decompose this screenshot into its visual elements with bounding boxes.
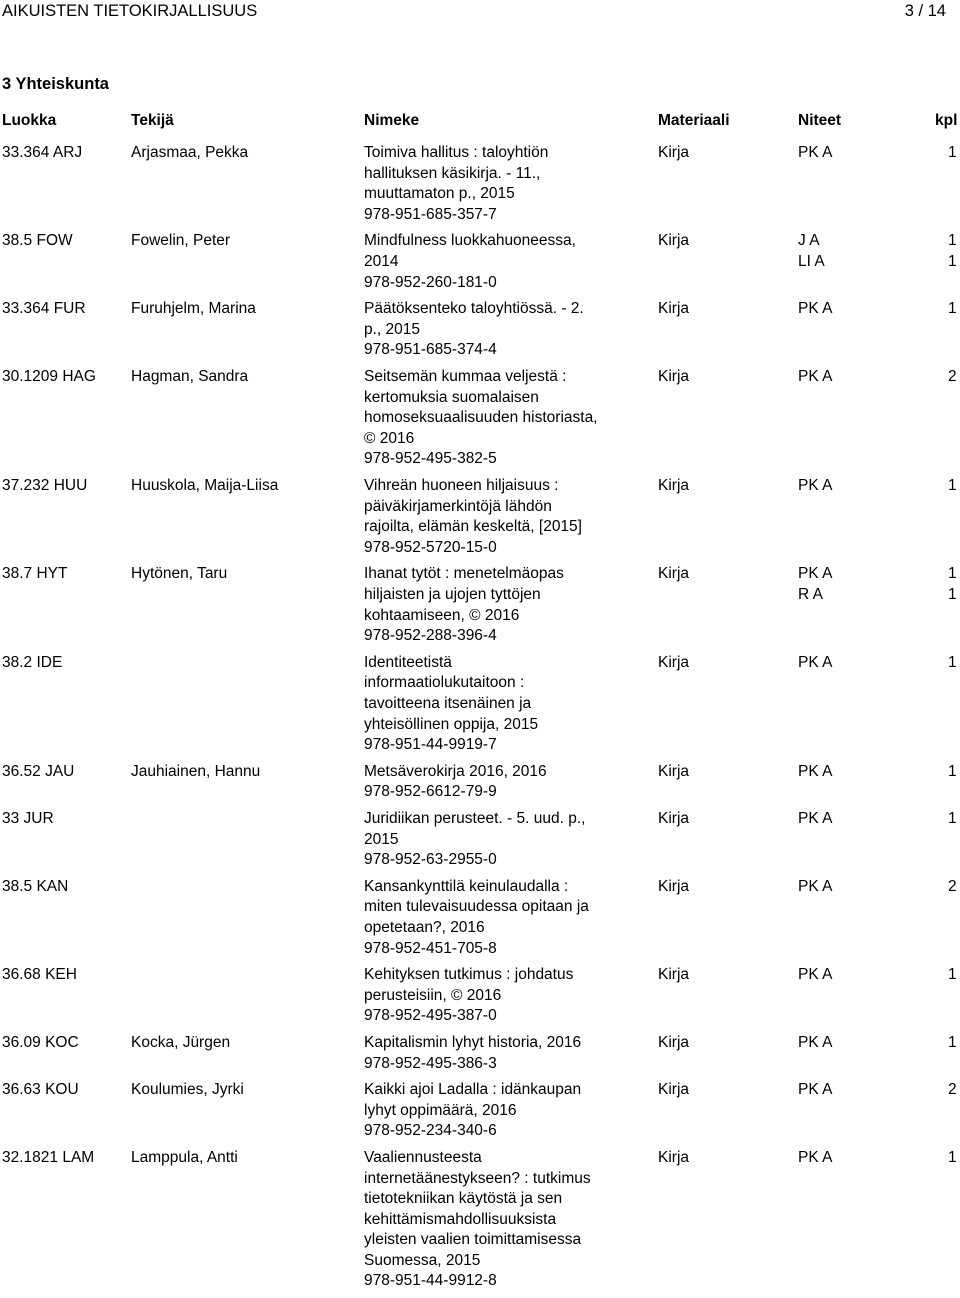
cell-nimeke-line: kertomuksia suomalaisen — [364, 388, 539, 406]
cell-kpl-line: 2 — [948, 1081, 957, 1099]
cell-niteet — [798, 965, 832, 986]
cell-nimeke-line: homoseksuaalisuuden historiasta, — [364, 409, 598, 427]
cell-nimeke-line: 978-952-260-181-0 — [364, 273, 497, 291]
cell-nimeke-line: 978-952-495-387-0 — [364, 1007, 497, 1025]
cell-luokka-line: 32.1821 LAM — [2, 1148, 95, 1166]
cell-nimeke-line: 978-951-44-9919-7 — [364, 736, 497, 754]
cell-nimeke-line: Mindfulness luokkahuoneessa, — [364, 232, 576, 250]
table-row — [0, 965, 960, 1033]
cell-tekija — [131, 367, 248, 388]
cell-materiaali — [658, 1033, 689, 1054]
cell-tekija — [131, 143, 248, 164]
cell-niteet-line: LI A — [798, 252, 825, 270]
cell-materiaali-line: Kirja — [658, 232, 690, 250]
cell-materiaali-line: Kirja — [658, 476, 690, 494]
cell-nimeke-line: Kehityksen tutkimus : johdatus — [364, 966, 574, 984]
cell-nimeke-line: 978-952-5720-15-0 — [364, 538, 497, 556]
cell-nimeke — [364, 367, 614, 470]
cell-luokka-line: 38.5 FOW — [2, 232, 73, 250]
table-row — [0, 231, 960, 299]
cell-kpl-line: 2 — [948, 877, 957, 895]
table-row — [0, 877, 960, 965]
table-row — [0, 1080, 960, 1148]
cell-nimeke-line: kohtaamiseen, © 2016 — [364, 606, 520, 624]
cell-kpl — [948, 476, 957, 497]
cell-nimeke — [364, 1080, 614, 1142]
cell-nimeke-line: 978-952-495-382-5 — [364, 450, 497, 468]
cell-kpl — [948, 143, 957, 164]
cell-nimeke — [364, 762, 614, 803]
column-header-luokka: Luokka — [2, 112, 57, 129]
cell-tekija — [131, 1033, 230, 1054]
cell-nimeke-line: lyhyt oppimäärä, 2016 — [364, 1101, 517, 1119]
cell-luokka-line: 33 JUR — [2, 809, 54, 827]
cell-luokka — [2, 143, 82, 164]
cell-nimeke-line: 978-951-685-357-7 — [364, 205, 497, 223]
cell-nimeke-line: Identiteetistä — [364, 653, 452, 671]
cell-luokka — [2, 965, 77, 986]
column-header-nimeke: Nimeke — [364, 112, 420, 129]
cell-luokka — [2, 1080, 79, 1101]
cell-niteet-line: PK A — [798, 1033, 833, 1051]
cell-materiaali-line: Kirja — [658, 1033, 690, 1051]
column-header-materiaali: Materiaali — [658, 112, 730, 129]
table-row — [0, 1033, 960, 1080]
cell-tekija-line: Hagman, Sandra — [131, 367, 249, 385]
cell-nimeke-line: Päätöksenteko taloyhtiössä. - 2. — [364, 300, 584, 318]
cell-kpl — [948, 653, 957, 674]
cell-nimeke-line: Ihanat tytöt : menetelmäopas — [364, 565, 564, 583]
cell-kpl — [948, 299, 957, 320]
table-row — [0, 564, 960, 652]
cell-kpl-line: 1 — [948, 252, 957, 270]
cell-niteet — [798, 762, 832, 783]
cell-materiaali — [658, 762, 689, 783]
cell-niteet — [798, 1148, 832, 1169]
cell-niteet-line: PK A — [798, 367, 833, 385]
table-row — [0, 1148, 960, 1298]
cell-nimeke-line: Kaikki ajoi Ladalla : idänkaupan — [364, 1081, 582, 1099]
table-row — [0, 367, 960, 476]
table-row — [0, 762, 960, 809]
cell-niteet-line: PK A — [798, 653, 833, 671]
cell-tekija — [131, 476, 278, 497]
cell-niteet — [798, 1033, 832, 1054]
cell-niteet — [798, 809, 832, 830]
cell-niteet-line: PK A — [798, 809, 833, 827]
cell-nimeke-line: p., 2015 — [364, 320, 421, 338]
cell-kpl — [948, 1080, 957, 1101]
book-list — [0, 143, 960, 1298]
cell-niteet-line: PK A — [798, 300, 833, 318]
cell-tekija-line: Hytönen, Taru — [131, 565, 228, 583]
cell-tekija-line: Kocka, Jürgen — [131, 1033, 231, 1051]
cell-niteet — [798, 367, 832, 388]
column-header-tekija: Tekijä — [131, 112, 174, 129]
cell-materiaali-line: Kirja — [658, 809, 690, 827]
cell-nimeke — [364, 564, 614, 646]
cell-nimeke — [364, 299, 614, 361]
cell-luokka-line: 36.63 KOU — [2, 1081, 79, 1099]
cell-luokka-line: 37.232 HUU — [2, 476, 88, 494]
cell-nimeke-line: yhteisöllinen oppija, 2015 — [364, 715, 539, 733]
cell-niteet — [798, 564, 832, 605]
cell-kpl — [948, 367, 957, 388]
cell-luokka-line: 38.5 KAN — [2, 877, 69, 895]
cell-nimeke-line: 2014 — [364, 252, 399, 270]
cell-materiaali — [658, 476, 689, 497]
cell-niteet — [798, 143, 832, 164]
cell-kpl-line: 1 — [948, 809, 957, 827]
cell-materiaali — [658, 1148, 689, 1169]
cell-nimeke-line: Kapitalismin lyhyt historia, 2016 — [364, 1033, 582, 1051]
cell-kpl-line: 1 — [948, 565, 957, 583]
cell-nimeke-line: 978-952-451-705-8 — [364, 939, 497, 957]
cell-kpl-line: 1 — [948, 762, 957, 780]
section-heading: 3 Yhteiskunta — [2, 75, 109, 93]
table-row — [0, 476, 960, 564]
cell-materiaali — [658, 299, 689, 320]
cell-nimeke-line: Seitsemän kummaa veljestä : — [364, 367, 567, 385]
cell-nimeke-line: yleisten vaalien toimittamisessa — [364, 1231, 582, 1249]
cell-niteet-line: PK A — [798, 966, 833, 984]
cell-kpl-line: 2 — [948, 367, 957, 385]
cell-niteet — [798, 1080, 832, 1101]
column-header-niteet: Niteet — [798, 112, 842, 129]
cell-kpl-line: 1 — [948, 1148, 957, 1166]
cell-materiaali — [658, 564, 689, 585]
cell-luokka-line: 33.364 ARJ — [2, 144, 83, 161]
cell-tekija-line: Lamppula, Antti — [131, 1148, 238, 1166]
cell-luokka — [2, 653, 62, 674]
cell-materiaali-line: Kirja — [658, 367, 690, 385]
cell-kpl-line: 1 — [948, 653, 957, 671]
cell-niteet — [798, 653, 832, 674]
cell-materiaali — [658, 143, 689, 164]
table-row — [0, 809, 960, 877]
cell-nimeke-line: opetetaan?, 2016 — [364, 918, 485, 936]
cell-kpl — [948, 965, 957, 986]
cell-kpl-line: 1 — [948, 966, 957, 984]
column-headers — [0, 112, 960, 132]
cell-kpl — [948, 1033, 957, 1054]
cell-nimeke-line: hallituksen käsikirja. - 11., — [364, 164, 541, 182]
cell-kpl-line: 1 — [948, 1033, 957, 1051]
cell-nimeke-line: Kansankynttilä keinulaudalla : — [364, 877, 569, 895]
cell-luokka — [2, 299, 86, 320]
cell-niteet — [798, 231, 825, 272]
cell-nimeke-line: perusteisiin, © 2016 — [364, 986, 502, 1004]
cell-nimeke-line: Juridiikan perusteet. - 5. uud. p., — [364, 809, 586, 827]
cell-niteet-line: R A — [798, 585, 823, 603]
cell-niteet — [798, 877, 832, 898]
cell-kpl — [948, 231, 957, 272]
cell-niteet-line: PK A — [798, 1148, 833, 1166]
cell-tekija-line: Furuhjelm, Marina — [131, 300, 256, 318]
cell-materiaali — [658, 809, 689, 830]
cell-materiaali-line: Kirja — [658, 653, 690, 671]
cell-niteet-line: PK A — [798, 877, 833, 895]
cell-nimeke-line: miten tulevaisuudessa opitaan ja — [364, 898, 589, 916]
cell-nimeke-line: © 2016 — [364, 429, 415, 447]
cell-tekija-line: Huuskola, Maija-Liisa — [131, 476, 279, 494]
cell-nimeke — [364, 476, 614, 558]
cell-nimeke-line: muuttamaton p., 2015 — [364, 185, 515, 203]
cell-nimeke-line: Vaaliennusteesta — [364, 1148, 482, 1166]
cell-kpl — [948, 564, 957, 605]
cell-kpl-line: 1 — [948, 232, 957, 250]
cell-tekija — [131, 1080, 244, 1101]
cell-nimeke-line: tietotekniikan käytöstä ja sen — [364, 1190, 563, 1208]
cell-niteet-line: PK A — [798, 1081, 833, 1099]
cell-tekija-line: Fowelin, Peter — [131, 232, 231, 250]
cell-materiaali — [658, 877, 689, 898]
cell-kpl-line: 1 — [948, 585, 957, 603]
cell-tekija — [131, 299, 256, 320]
cell-nimeke-line: päiväkirjamerkintöjä lähdön — [364, 497, 552, 515]
cell-luokka-line: 38.2 IDE — [2, 653, 63, 671]
cell-luokka-line: 30.1209 HAG — [2, 367, 96, 385]
cell-tekija — [131, 231, 230, 252]
cell-materiaali-line: Kirja — [658, 1081, 690, 1099]
cell-luokka — [2, 1148, 94, 1169]
cell-materiaali — [658, 1080, 689, 1101]
cell-niteet-line: PK A — [798, 762, 833, 780]
document-title: AIKUISTEN TIETOKIRJALLISUUS — [2, 2, 258, 20]
cell-nimeke-line: 978-951-44-9912-8 — [364, 1272, 497, 1290]
cell-kpl — [948, 809, 957, 830]
cell-niteet-line: PK A — [798, 476, 833, 494]
cell-nimeke-line: Vihreän huoneen hiljaisuus : — [364, 476, 559, 494]
cell-niteet-line: J A — [798, 232, 820, 250]
cell-nimeke-line: 978-952-63-2955-0 — [364, 851, 497, 869]
cell-niteet-line: PK A — [798, 144, 833, 161]
cell-nimeke — [364, 877, 614, 959]
cell-tekija-line: Arjasmaa, Pekka — [131, 144, 249, 161]
cell-materiaali-line: Kirja — [658, 300, 690, 318]
cell-tekija-line: Koulumies, Jyrki — [131, 1081, 244, 1099]
cell-materiaali — [658, 965, 689, 986]
cell-tekija — [131, 564, 227, 585]
page-number: 3 / 14 — [904, 2, 946, 20]
cell-materiaali — [658, 653, 689, 674]
cell-nimeke-line: internetäänestykseen? : tutkimus — [364, 1169, 591, 1187]
cell-niteet — [798, 299, 832, 320]
table-row — [0, 143, 960, 231]
page-header — [0, 0, 960, 24]
cell-kpl-line: 1 — [948, 144, 957, 161]
cell-luokka-line: 38.7 HYT — [2, 565, 68, 583]
cell-luokka — [2, 476, 87, 497]
cell-materiaali — [658, 231, 689, 252]
cell-materiaali-line: Kirja — [658, 144, 690, 161]
cell-luokka — [2, 877, 68, 898]
cell-materiaali-line: Kirja — [658, 1148, 690, 1166]
cell-nimeke — [364, 1033, 614, 1074]
cell-nimeke-line: Suomessa, 2015 — [364, 1251, 481, 1269]
cell-nimeke-line: 978-952-288-396-4 — [364, 627, 497, 645]
cell-kpl — [948, 1148, 957, 1169]
cell-luokka — [2, 564, 67, 585]
cell-nimeke-line: 978-951-685-374-4 — [364, 341, 497, 359]
cell-luokka — [2, 762, 74, 783]
cell-materiaali-line: Kirja — [658, 877, 690, 895]
cell-luokka-line: 33.364 FUR — [2, 300, 86, 318]
cell-kpl — [948, 762, 957, 783]
cell-luokka-line: 36.52 JAU — [2, 762, 75, 780]
cell-luokka-line: 36.09 KOC — [2, 1033, 79, 1051]
cell-nimeke — [364, 231, 614, 293]
cell-materiaali-line: Kirja — [658, 565, 690, 583]
cell-nimeke-line: Metsäverokirja 2016, 2016 — [364, 762, 547, 780]
cell-luokka — [2, 367, 96, 388]
cell-materiaali — [658, 367, 689, 388]
cell-nimeke-line: rajoilta, elämän keskeltä, [2015] — [364, 518, 582, 536]
cell-kpl-line: 1 — [948, 476, 957, 494]
cell-tekija — [131, 1148, 238, 1169]
cell-nimeke-line: Toimiva hallitus : taloyhtiön — [364, 144, 549, 161]
cell-nimeke — [364, 965, 614, 1027]
cell-materiaali-line: Kirja — [658, 966, 690, 984]
cell-nimeke — [364, 809, 614, 871]
cell-nimeke-line: 978-952-6612-79-9 — [364, 783, 497, 801]
table-row — [0, 299, 960, 367]
cell-tekija — [131, 762, 260, 783]
cell-nimeke-line: 2015 — [364, 830, 399, 848]
cell-kpl — [948, 877, 957, 898]
cell-nimeke-line: hiljaisten ja ujojen tyttöjen — [364, 585, 541, 603]
cell-tekija-line: Jauhiainen, Hannu — [131, 762, 261, 780]
cell-luokka — [2, 809, 54, 830]
cell-nimeke — [364, 1148, 614, 1292]
cell-luokka — [2, 1033, 79, 1054]
cell-kpl-line: 1 — [948, 300, 957, 318]
cell-niteet — [798, 476, 832, 497]
column-header-kpl: kpl — [935, 112, 958, 129]
cell-niteet-line: PK A — [798, 565, 833, 583]
table-row — [0, 653, 960, 762]
cell-luokka-line: 36.68 KEH — [2, 966, 77, 984]
cell-luokka — [2, 231, 73, 252]
cell-nimeke-line: kehittämismahdollisuuksista — [364, 1210, 557, 1228]
cell-nimeke — [364, 653, 614, 756]
cell-nimeke — [364, 143, 614, 225]
cell-nimeke-line: 978-952-234-340-6 — [364, 1122, 497, 1140]
cell-materiaali-line: Kirja — [658, 762, 690, 780]
cell-nimeke-line: tavoitteena itsenäinen ja — [364, 694, 532, 712]
cell-nimeke-line: 978-952-495-386-3 — [364, 1054, 497, 1072]
cell-nimeke-line: informaatiolukutaitoon : — [364, 674, 525, 692]
